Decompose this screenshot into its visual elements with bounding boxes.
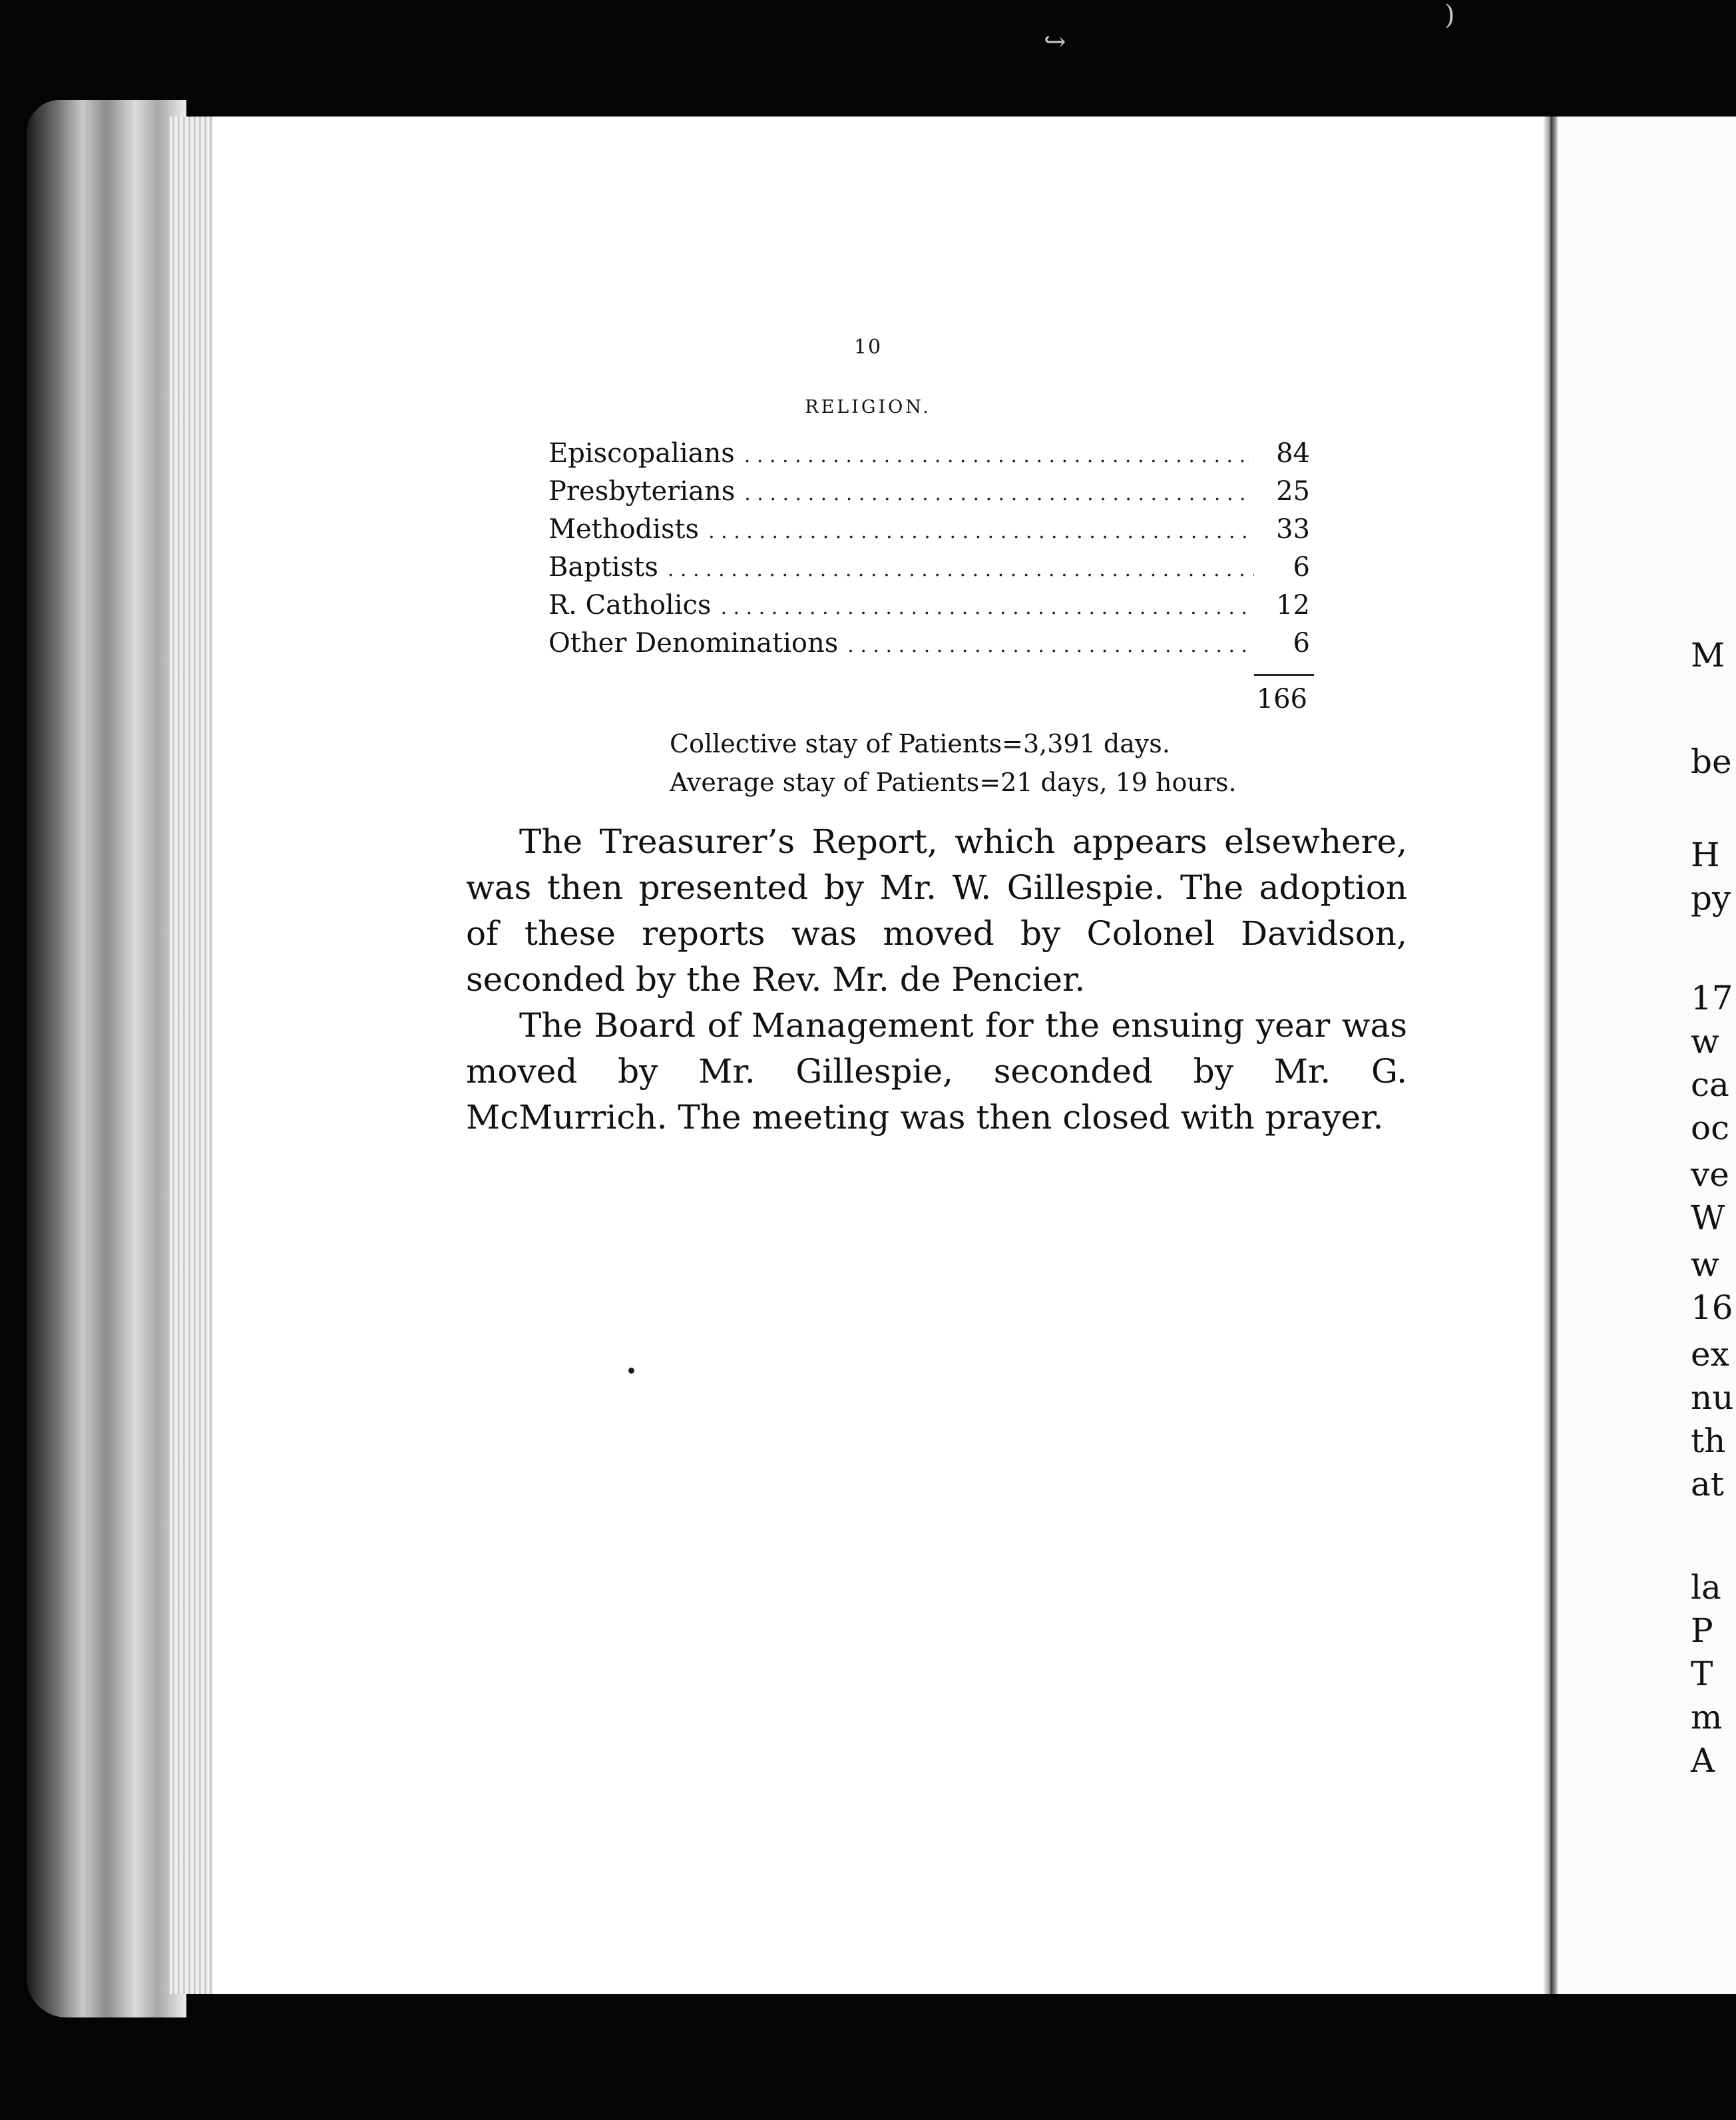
- row-label: R. Catholics: [548, 590, 712, 621]
- dot-leader: [744, 482, 1254, 505]
- fragment: th: [1691, 1422, 1726, 1460]
- row-label: Baptists: [548, 552, 658, 583]
- table-row: [548, 552, 1310, 590]
- table-row: [548, 438, 1310, 476]
- dot-leader: [744, 444, 1254, 467]
- fragment: nu: [1691, 1378, 1734, 1417]
- paragraph: The Board of Management for the ensuing year was moved by Mr. Gillespie, seconded by Mr. G. McMurrich. The meeting was then closed with prayer.: [466, 1006, 1407, 1137]
- row-value: 25: [1276, 476, 1310, 507]
- religion-table: [548, 438, 1310, 716]
- fragment: at: [1691, 1465, 1724, 1503]
- fragment: ca: [1691, 1065, 1729, 1104]
- fragment: A: [1691, 1741, 1715, 1780]
- row-label: Other Denominations: [548, 628, 839, 659]
- fragment: W: [1691, 1198, 1725, 1237]
- fragment: 17: [1691, 979, 1733, 1017]
- row-label: Methodists: [548, 514, 700, 545]
- table-row: [548, 514, 1310, 552]
- table-row: [548, 628, 1310, 666]
- paragraph: The Treasurer’s Report, which appears elsewhere, was then presented by Mr. W. Gillespie. The adoption of these reports was moved by Colonel Davidson, seconded by the Rev. Mr. de Pencier.: [466, 822, 1407, 999]
- fragment: la: [1691, 1568, 1721, 1607]
- fragment: w: [1691, 1022, 1719, 1061]
- fragment: T: [1691, 1655, 1713, 1693]
- scan-mark: ): [1444, 0, 1455, 31]
- fragment: P: [1691, 1611, 1713, 1650]
- dot-leader: [708, 520, 1254, 543]
- fragment: ex: [1691, 1335, 1729, 1374]
- book-gutter: [1543, 117, 1558, 1994]
- dot-leader: [847, 634, 1254, 657]
- book-spine-edge: [27, 100, 186, 2017]
- average-stay: Average stay of Patients=21 days, 19 hours.: [670, 768, 1237, 797]
- fragment: ve: [1691, 1155, 1729, 1194]
- collective-stay: Collective stay of Patients=3,391 days.: [670, 729, 1170, 758]
- fragment: 16: [1691, 1288, 1733, 1327]
- row-label: Episcopalians: [548, 438, 735, 469]
- fragment: w: [1691, 1245, 1719, 1284]
- row-value: 6: [1293, 552, 1310, 583]
- ink-speck: [628, 1368, 634, 1374]
- table-total: 166: [1256, 684, 1307, 714]
- table-row: [548, 590, 1310, 628]
- dot-leader: [720, 596, 1254, 619]
- row-value: 6: [1293, 628, 1310, 659]
- row-label: Presbyterians: [548, 476, 736, 507]
- fragment: oc: [1691, 1109, 1730, 1147]
- stay-summary: [670, 724, 1322, 802]
- section-heading: RELIGION.: [805, 397, 931, 417]
- fragment: m: [1691, 1698, 1723, 1736]
- scan-mark: ↪: [1044, 27, 1066, 57]
- dot-leader: [668, 558, 1254, 581]
- fragment: M: [1691, 636, 1725, 674]
- body-text: [466, 819, 1407, 1141]
- fragment: be: [1691, 742, 1732, 781]
- table-row: [548, 476, 1310, 514]
- row-value: 84: [1276, 438, 1310, 469]
- row-value: 12: [1276, 590, 1310, 621]
- facing-page: [1558, 117, 1736, 1994]
- fragment: H: [1691, 836, 1720, 874]
- fragment: py: [1691, 879, 1731, 918]
- row-value: 33: [1276, 514, 1310, 545]
- page-number: 10: [853, 336, 883, 359]
